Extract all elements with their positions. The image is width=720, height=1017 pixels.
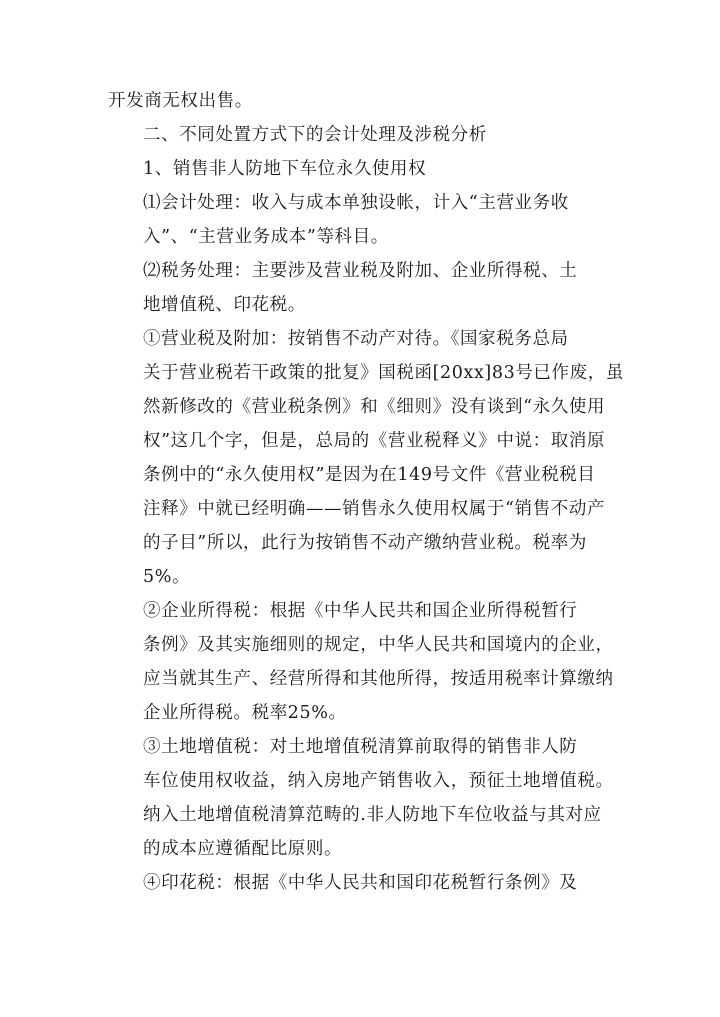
text-line: ②企业所得税：根据《中华人民共和国企业所得税暂行 [143,601,578,621]
text-line: 注释》中就已经明确——销售永久使用权属于“销售不动产 [143,499,606,519]
text-line: 关于营业税若干政策的批复》国税函[20xx]83号已作废，虽 [143,363,624,383]
paragraph [108,322,624,594]
text-line: ③土地增值税：对土地增值税清算前取得的销售非人防 [143,737,578,757]
paragraph [108,594,618,730]
text-line: 入”、“主营业务成本”等科目。 [143,227,389,247]
document-body [108,84,624,900]
text-line: 5%。 [143,567,191,587]
paragraph [108,254,618,322]
text-line: 权”这几个字，但是，总局的《营业税释义》中说：取消原 [143,431,606,451]
text-line: ④印花税：根据《中华人民共和国印花税暂行条例》及 [143,873,578,893]
paragraph [108,866,618,900]
text-line: 然新修改的《营业税条例》和《细则》没有谈到“永久使用 [143,397,606,417]
text-line: 车位使用权收益，纳入房地产销售收入，预征土地增值税。 [143,771,614,791]
text-line: ⑵税务处理：主要涉及营业税及附加、企业所得税、土 [143,261,578,281]
text-line: 条例中的“永久使用权”是因为在149号文件《营业税税目 [143,465,596,485]
text-line: 的子目”所以，此行为按销售不动产缴纳营业税。税率为 [143,533,587,553]
text-line: 企业所得税。税率25%。 [143,703,347,723]
text-line: 二、不同处置方式下的会计处理及涉税分析 [143,125,487,145]
text-line: 开发商无权出售。 [108,91,253,111]
text-line: 条例》及其实施细则的规定，中华人民共和国境内的企业， [143,635,614,655]
paragraph [108,730,618,866]
text-line: ①营业税及附加：按销售不动产对待。《国家税务总局 [143,329,569,349]
text-line: 的成本应遵循配比原则。 [143,839,343,859]
text-line: 应当就其生产、经营所得和其他所得，按适用税率计算缴纳 [143,669,614,689]
text-line: 地增值税、印花税。 [143,295,306,315]
text-line: ⑴会计处理：收入与成本单独设帐，计入“主营业务收 [143,193,569,213]
paragraph [108,186,618,254]
text-line: 纳入土地增值税清算范畴的.非人防地下车位收益与其对应 [143,805,602,825]
paragraph [108,152,618,186]
text-line: 1、销售非人防地下车位永久使用权 [143,159,427,179]
paragraph [108,118,618,152]
paragraph [108,84,618,118]
